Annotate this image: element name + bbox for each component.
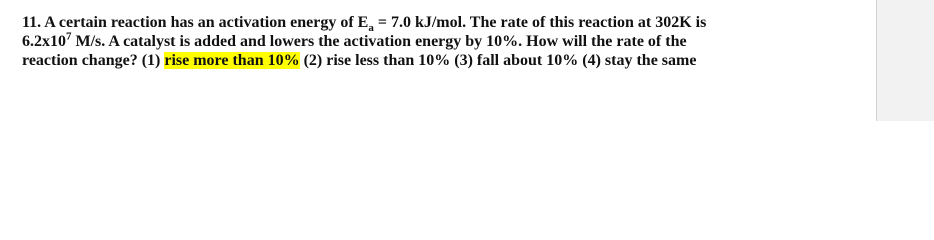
rate-value: 6.2x10	[22, 33, 66, 50]
highlighted-answer: rise more than 10%	[164, 52, 300, 69]
question-line3-prefix: reaction change? (1)	[22, 52, 165, 69]
question-line2: M/s. A catalyst is added and lowers the activation energy by 10%. How will the rate of the	[71, 33, 687, 50]
question-line1-suffix: = 7.0 kJ/mol. The rate of this reaction at 302K is	[373, 14, 707, 31]
question-line3-suffix: (2) rise less than 10% (3) fall about 10% (4) stay the same	[299, 52, 697, 69]
rate-exponent: 7	[66, 30, 72, 43]
question-line1-prefix: 11. A certain reaction has an activation energy of E	[22, 14, 369, 31]
activation-energy-subscript: a	[368, 22, 374, 35]
side-panel	[876, 0, 934, 121]
question-text	[22, 13, 852, 70]
